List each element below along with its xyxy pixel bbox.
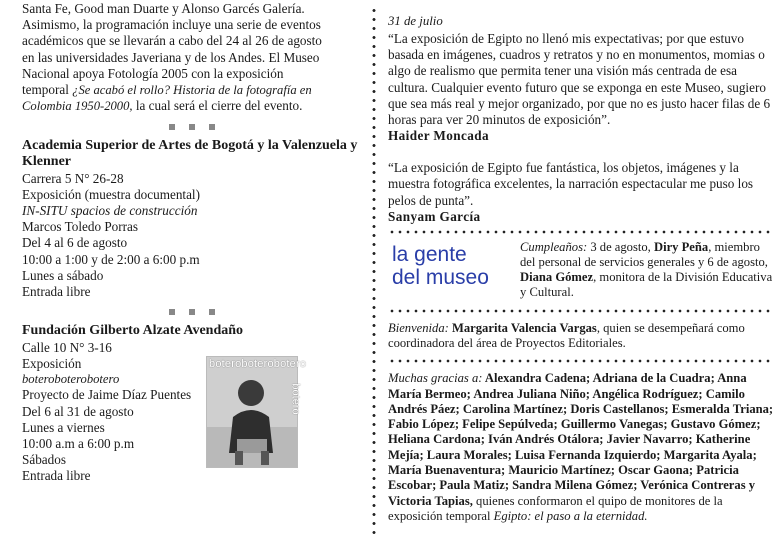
section-separator xyxy=(22,309,362,319)
photo-caption-vertical: botero xyxy=(289,383,302,415)
exhibition-title-italic: Egipto: el paso a la eternidad. xyxy=(493,508,648,523)
exhibition-title-italic: Colombia 1950-2000, xyxy=(22,99,133,114)
section-heading-line: la gente xyxy=(392,242,467,266)
exhibition-days: Sábados xyxy=(22,452,66,468)
quote-author: Sanyam García xyxy=(388,208,481,224)
birthdays-label: Cumpleaños: xyxy=(520,239,588,254)
exhibition-title-italic: ¿Se acabó el rollo? Historia de la fotografía en xyxy=(72,83,312,98)
venue-type: Exposición xyxy=(22,355,82,371)
section-separator xyxy=(22,124,362,134)
section-dotted-rule xyxy=(388,230,774,234)
birthday-name: Diry Peña xyxy=(653,239,709,254)
column-divider xyxy=(372,6,376,534)
visitor-quote: “La exposición de Egipto fue fantástica, los objetos, imágenes y la muestra fotográfica excelentes, la narración espectacular me puso los pelos de punta”. xyxy=(388,160,754,208)
artist-name: Marcos Toledo Porras xyxy=(22,219,139,235)
birthday-name: Diana Gómez xyxy=(520,270,594,285)
section-heading xyxy=(388,240,520,301)
exhibition-photo xyxy=(206,356,307,468)
welcome-text xyxy=(388,321,774,352)
letter-date: 31 de julio xyxy=(388,14,443,28)
exhibition-days: Lunes a sábado xyxy=(22,267,104,283)
intro-line: en las universidades Javeriana y de los Andes. El Museo xyxy=(22,49,320,65)
quote-author: Haider Moncada xyxy=(388,128,489,144)
intro-line xyxy=(22,82,362,98)
venue-address: Calle 10 N° 3-16 xyxy=(22,339,112,355)
venue-type: Exposición (muestra documental) xyxy=(22,186,200,202)
entry-info: Entrada libre xyxy=(22,468,91,484)
section-heading-line: del museo xyxy=(392,265,489,289)
left-column xyxy=(22,0,362,485)
exhibition-name: boteroboterobotero xyxy=(22,372,120,387)
exhibition-name: IN-SITU spacios de construcción xyxy=(22,203,198,219)
thanks-label: Muchas gracias a: xyxy=(388,371,483,386)
welcome-text-part: , quien se desempeñará como coordinadora del área de Proyectos Editoriales. xyxy=(388,320,745,350)
thanks-text-part: quienes conformaron el quipo de monitores de la exposición temporal xyxy=(388,493,723,523)
venue-title: Fundación Gilberto Alzate Avendaño xyxy=(22,323,244,339)
section-dotted-rule xyxy=(388,359,774,363)
birthdays-text-part: , monitora de la División Educativa y Cultural. xyxy=(520,270,773,300)
project-name: Proyecto de Jaime Díaz Puentes xyxy=(22,387,192,403)
intro-line: Santa Fe, Good man Duarte y Alonso Garcés Galería. xyxy=(22,1,305,16)
birthdays-text-part: , miembro del personal de servicios generales y 6 de agosto, xyxy=(520,239,768,270)
intro-line: académicos que se llevarán a cabo del 24 al 26 de agosto xyxy=(22,33,322,49)
exhibition-hours: 10:00 a.m a 6:00 p.m xyxy=(22,436,135,452)
venue-title: Academia Superior de Artes de Bogotá y la Valenzuela y Klenner xyxy=(22,137,358,170)
visitor-quote: “La exposición de Egipto no llenó mis expectativas; por que estuvo basada en imágenes, cuadros y retratos y no en monumentos, momias o algo de realismo que permita tener una visión más centrada de esa cultura. Cualquier evento futuro que se exponga en este Museo, sugiero que sea más real y mejor organizado, por que no es justo hacer filas de 6 horas para ver 20 minutos de exposición”. xyxy=(388,31,771,128)
entry-info: Entrada libre xyxy=(22,284,91,300)
exhibition-days: Lunes a viernes xyxy=(22,419,105,435)
photo-image xyxy=(207,357,297,467)
intro-line: Nacional apoya Fotología 2005 con la exposición xyxy=(22,65,284,81)
photo-caption: boteroboterobotero xyxy=(209,358,307,370)
intro-text: la cual será el cierre del evento. xyxy=(132,98,303,114)
thanks-text xyxy=(388,371,774,524)
welcome-name: Margarita Valencia Vargas xyxy=(448,320,597,335)
venue-address: Carrera 5 N° 26-28 xyxy=(22,170,124,186)
intro-line xyxy=(22,98,362,114)
exhibition-dates: Del 6 al 31 de agosto xyxy=(22,403,134,419)
birthdays-text xyxy=(520,240,774,301)
welcome-label: Bienvenida: xyxy=(388,320,449,335)
exhibition-dates: Del 4 al 6 de agosto xyxy=(22,235,128,251)
intro-text: temporal xyxy=(22,82,73,98)
exhibition-hours: 10:00 a 1:00 y de 2:00 a 6:00 p.m xyxy=(22,251,200,267)
section-dotted-rule xyxy=(388,309,774,313)
right-column xyxy=(388,0,774,524)
intro-line: Asimismo, la programación incluye una serie de eventos xyxy=(22,17,321,33)
people-section xyxy=(388,240,774,301)
thanks-names: Alexandra Cadena; Adriana de la Cuadra; Anna María Bermeo; Andrea Juliana Niño; Angélica Rodríguez; Camilo Andrés Páez; Carolina Martínez; Doris Castellanos; Esmeralda Triana; Fabio López; Felipe Sepúlveda; Guillermo Vanegas; Gustavo Gómez; Heliana Cardona; Iván Andrés Otálora; Javier Navarro; Katherine Mejía; Laura Morales; Luisa Fernanda Izquierdo; Margarita Ayala; María Buenaventura; Mauricio Martínez; Oscar Gaona; Patricia Escobar; Paula Matiz; Sandra Milena Gómez; Verónica Contreras y Victoria Tapias, xyxy=(388,371,774,508)
birthdays-text-part: 3 de agosto, xyxy=(587,239,654,254)
